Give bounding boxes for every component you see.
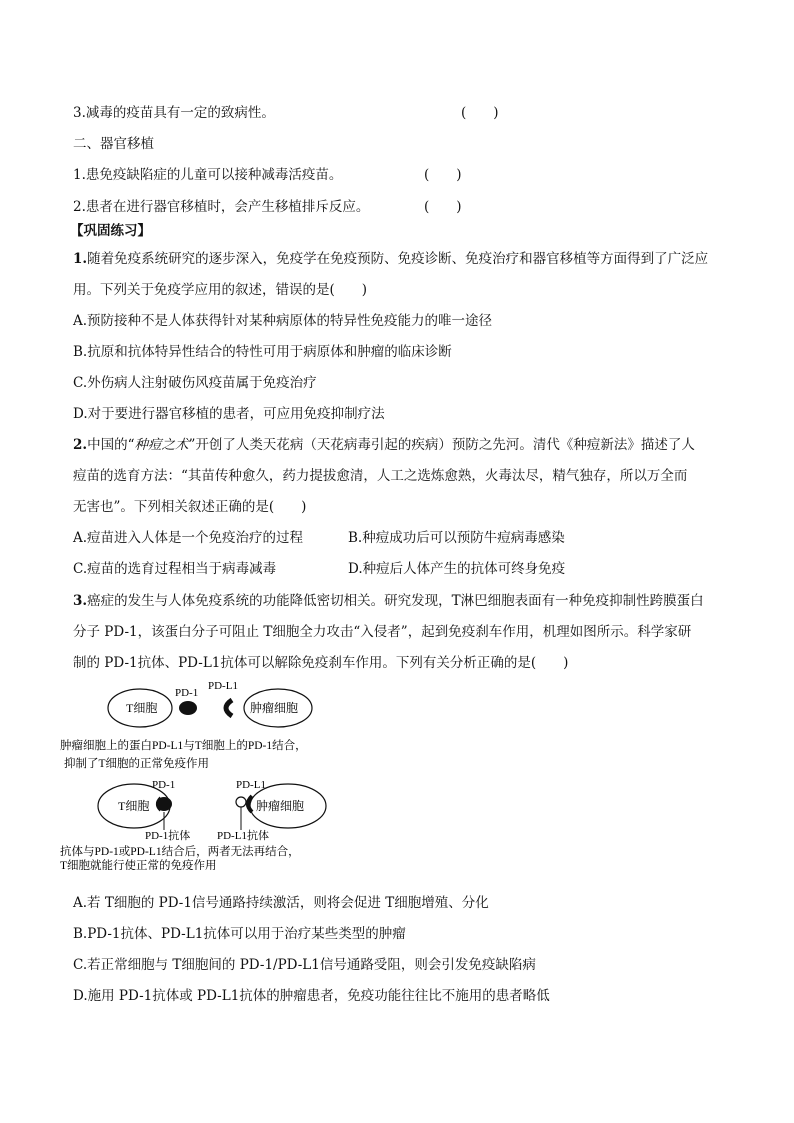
question-number: 2. [73,437,88,453]
review-item-2: 2.患者在进行器官移植时，会产生移植排斥反应。 [73,199,370,215]
pdl1-label: PD-L1 [236,779,266,791]
pd1-receptor-icon [179,701,197,715]
question-text: 随着免疫系统研究的逐步深入，免疫学在免疫预防、免疫诊断、免疫治疗和器官移植等方面得到了广泛应 [87,251,709,267]
pd1-label: PD-1 [175,687,199,699]
question-1-line-2: 用。下列关于免疫学应用的叙述，错误的是( ) [73,282,368,298]
pdl1-antibody-icon [236,797,246,807]
question-2-line-1 [73,436,695,454]
figure-caption-1-line-2: 抑制了T细胞的正常免疫作用 [64,758,210,770]
q1-option-b: B.抗原和抗体特异性结合的特性可用于病原体和肿瘤的临床诊断 [73,344,452,360]
pd1-mechanism-diagram [60,676,380,870]
q3-option-c: C.若正常细胞与 T细胞间的 PD-1/PD-L1信号通路受阻，则会引发免疫缺陷病 [73,957,536,973]
q2-option-a: A.痘苗进入人体是一个免疫治疗的过程 [73,530,304,546]
q3-option-d: D.施用 PD-1抗体或 PD-L1抗体的肿瘤患者，免疫功能往往比不施用的患者略低 [73,988,550,1004]
answer-paren: ( ) [424,199,462,215]
answer-paren: ( ) [461,105,499,121]
q1-option-a: A.预防接种不是人体获得针对某种病原体的特异性免疫能力的唯一途径 [73,313,493,329]
pd1-antibody-label: PD-1抗体 [145,830,191,842]
pd1-mechanism-figure [60,676,380,870]
review-item-1: 1.患免疫缺陷症的儿童可以接种减毒活疫苗。 [73,167,343,183]
question-2-line-2: 痘苗的选育方法：“其苗传种愈久，药力提拔愈清，人工之选炼愈熟，火毒汰尽，精气独存，所以万全而 [73,468,688,484]
answer-paren: ( ) [424,167,462,183]
q3-option-a: A.若 T细胞的 PD-1信号通路持续激活，则将会促进 T细胞增殖、分化 [73,895,489,911]
question-1-line-1 [73,250,708,268]
figure-caption-2-line-2: T细胞就能行使正常的免疫作用 [60,860,217,870]
pdl1-ligand-icon [226,700,232,716]
question-2-line-3: 无害也”。下列相关叙述正确的是( ) [73,499,307,515]
pdl1-ligand-icon [248,796,252,812]
question-3-line-2: 分子 PD-1，该蛋白分子可阻止 T细胞全力攻击“入侵者”，起到免疫刹车作用，机理如图所示。科学家研 [73,624,692,640]
t-cell-label: T细胞 [118,799,150,813]
question-number: 1. [73,251,88,267]
q3-option-b: B.PD-1抗体、PD-L1抗体可以用于治疗某些类型的肿瘤 [73,926,406,942]
q2-option-d: D.种痘后人体产生的抗体可终身免疫 [348,561,566,577]
tumor-cell-label: 肿瘤细胞 [250,701,299,715]
question-text: ”开创了人类天花病（天花病毒引起的疾病）预防之先河。清代《种痘新法》描述了人 [188,437,695,453]
t-cell-label: T细胞 [126,701,158,715]
practice-heading: 【巩固练习】 [70,223,151,239]
pdl1-antibody-label: PD-L1抗体 [217,830,269,842]
q2-option-c: C.痘苗的选育过程相当于病毒减毒 [73,561,277,577]
question-text: 癌症的发生与人体免疫系统的功能降低密切相关。研究发现，T淋巴细胞表面有一种免疫抑制性跨膜蛋白 [87,593,704,609]
q1-option-d: D.对于要进行器官移植的患者，可应用免疫抑制疗法 [73,406,385,422]
tumor-cell-label: 肿瘤细胞 [256,799,305,813]
pdl1-label: PD-L1 [208,680,238,692]
figure-caption-1-line-1: 肿瘤细胞上的蛋白PD-L1与T细胞上的PD-1结合， [60,740,307,752]
q2-option-b: B.种痘成功后可以预防牛痘病毒感染 [348,530,565,546]
question-text: 中国的“ [87,437,135,453]
q1-option-c: C.外伤病人注射破伤风疫苗属于免疫治疗 [73,375,317,391]
pd1-label: PD-1 [152,779,176,791]
section-heading-organ-transplant: 二、器官移植 [73,136,154,152]
review-item-3: 3.减毒的疫苗具有一定的致病性。 [73,105,275,121]
question-3-line-3: 制的 PD-1抗体、PD-L1抗体可以解除免疫刹车作用。下列有关分析正确的是( ) [73,655,569,671]
figure-caption-2-line-1: 抗体与PD-1或PD-L1结合后，两者无法再结合， [60,846,300,858]
question-emphasis: 种痘之术 [134,437,189,453]
question-number: 3. [73,593,88,609]
question-3-line-1 [73,592,704,610]
